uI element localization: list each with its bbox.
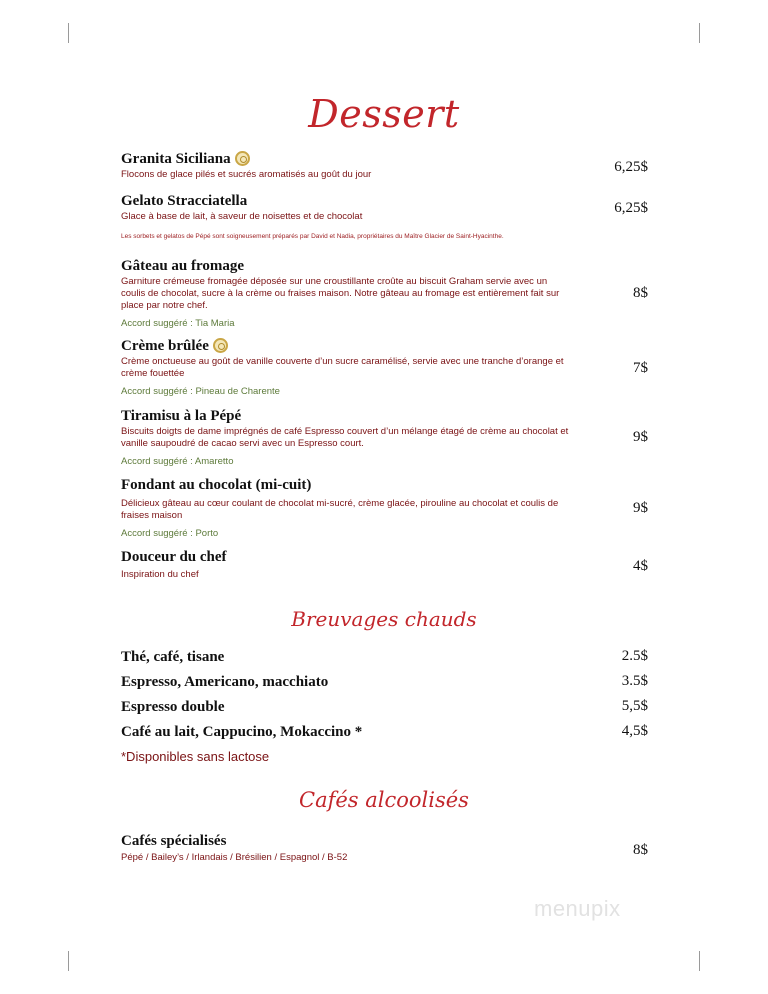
- menu-item-douceur: [121, 548, 648, 581]
- item-description: Délicieux gâteau au cœur coulant de chocolat mi-sucré, crème glacée, pirouline au chocolat et coulis de fraises maison: [121, 498, 559, 521]
- watermark: menupix: [534, 896, 621, 921]
- menu-item-creme-brulee: [121, 337, 648, 398]
- menu-item-drink: [121, 673, 648, 691]
- gelato-note: Les sorbets et gelatos de Pépé sont soigneusement préparés par David et Nadia, propriétaires du Maître Glacier de Saint-Hyacinthe.: [121, 233, 504, 240]
- menu-item-drink: [121, 698, 648, 716]
- item-price: 9$: [633, 500, 648, 516]
- menu-item-cheesecake: [121, 257, 648, 330]
- item-price: 4,5$: [621, 723, 648, 739]
- crop-mark: [699, 23, 700, 43]
- menu-item-fondant: [121, 476, 648, 540]
- item-description: Glace à base de lait, à saveur de noisettes et de chocolat: [121, 211, 363, 222]
- item-name: Thé, café, tisane: [121, 649, 225, 665]
- item-description: Flocons de glace pilés et sucrés aromatisés au goût du jour: [121, 169, 372, 180]
- item-name: Cafés spécialisés: [121, 833, 227, 849]
- cafes-title: Cafés alcoolisés: [299, 788, 469, 812]
- item-name: Crème brûlée: [121, 338, 209, 354]
- crop-mark: [699, 951, 700, 971]
- menu-item-drink: [121, 648, 648, 666]
- menu-item-drink: [121, 723, 648, 741]
- item-name: Douceur du chef: [121, 549, 227, 565]
- menu-item-cafes-specialises: [121, 832, 648, 864]
- item-name: Espresso double: [121, 699, 225, 715]
- item-name: Espresso, Americano, macchiato: [121, 674, 329, 690]
- item-name: Gelato Stracciatella: [121, 193, 248, 209]
- crop-mark: [68, 23, 69, 43]
- crop-mark: [68, 951, 69, 971]
- item-description: Pépé / Bailey’s / Irlandais / Brésilien / Espagnol / B-52: [121, 852, 348, 863]
- menu-item-granita: [121, 150, 648, 181]
- item-description: Biscuits doigts de dame imprégnés de café Espresso couvert d’un mélange étagé de crème au chocolat et vanille saupoudré de cacao servi avec un Espresso court.: [121, 426, 569, 449]
- pairing-suggestion: Accord suggéré : Tia Maria: [121, 318, 235, 329]
- item-price: 8$: [633, 285, 648, 301]
- breuvages-title: Breuvages chauds: [291, 607, 477, 631]
- item-price: 3.5$: [621, 673, 648, 689]
- item-description: Garniture crémeuse fromagée déposée sur une croustillante croûte au biscuit Graham servie avec un coulis de chocolat, sucre à la crème ou fraises maison. Notre gâteau au fromage est entièrement fait sur place par notre chef.: [121, 276, 560, 311]
- item-price: 2.5$: [621, 648, 648, 664]
- gold-seal-icon: [235, 151, 250, 166]
- item-price: 4$: [633, 558, 648, 574]
- item-name: Granita Siciliana: [121, 151, 231, 167]
- menu-item-tiramisu: [121, 407, 648, 468]
- item-price: 8$: [633, 842, 648, 858]
- item-name: Gâteau au fromage: [121, 258, 245, 274]
- pairing-suggestion: Accord suggéré : Amaretto: [121, 456, 234, 467]
- gold-seal-icon: [213, 338, 228, 353]
- item-description: Crème onctueuse au goût de vanille couverte d’un sucre caramélisé, servie avec une tranche d’orange et crème fouettée: [121, 356, 564, 379]
- menu-item-gelato: [121, 192, 648, 223]
- item-price: 9$: [633, 429, 648, 445]
- dessert-title: Dessert: [308, 92, 460, 136]
- item-description: Inspiration du chef: [121, 569, 199, 580]
- item-name: Tiramisu à la Pépé: [121, 408, 242, 424]
- pairing-suggestion: Accord suggéré : Pineau de Charente: [121, 386, 280, 397]
- item-price: 6,25$: [614, 200, 648, 216]
- item-name: Café au lait, Cappucino, Mokaccino *: [121, 724, 363, 740]
- pairing-suggestion: Accord suggéré : Porto: [121, 528, 219, 539]
- item-name: Fondant au chocolat (mi-cuit): [121, 477, 312, 493]
- item-price: 6,25$: [614, 159, 648, 175]
- item-price: 7$: [633, 360, 648, 376]
- lactose-note: *Disponibles sans lactose: [121, 749, 270, 764]
- item-price: 5,5$: [621, 698, 648, 714]
